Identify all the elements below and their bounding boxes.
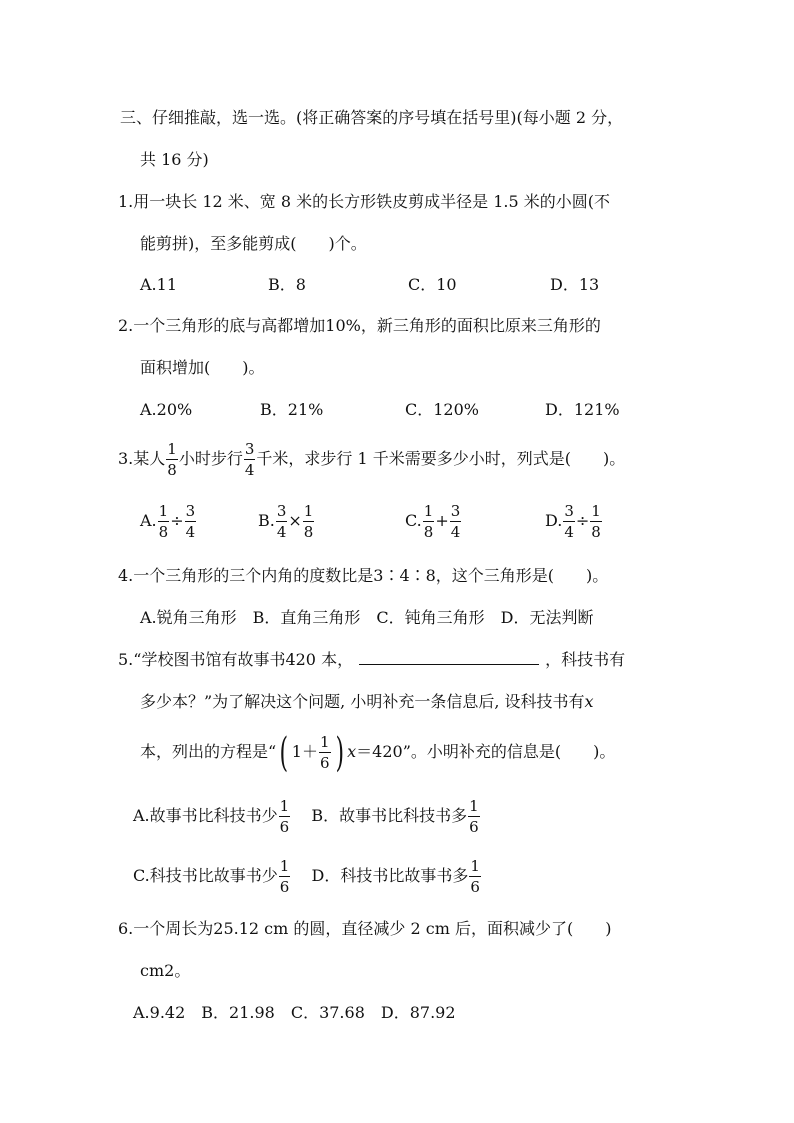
operator: + bbox=[435, 511, 449, 530]
frac-den: 6 bbox=[279, 877, 290, 896]
frac-num: 3 bbox=[276, 501, 287, 520]
q5-equation-line bbox=[140, 728, 615, 776]
q3-f1-num: 1 bbox=[167, 439, 177, 458]
frac-num: 1 bbox=[423, 501, 434, 520]
frac-num: 3 bbox=[185, 501, 196, 520]
q5-option-a: A.故事书比科技书少 bbox=[133, 806, 278, 825]
q6-options: A.9.42 B．21.98 C．37.68 D．87.92 bbox=[133, 1003, 456, 1022]
frac-num: 1 bbox=[319, 732, 330, 751]
q5-eq-one: 1＋ bbox=[291, 742, 318, 761]
q6-stem: 6.一个周长为25.12 cm 的圆，直径减少 2 cm 后，面积减少了( ) bbox=[118, 919, 612, 938]
q5-option-b: B．故事书比科技书多 bbox=[311, 806, 468, 825]
q3-option-d bbox=[545, 500, 603, 542]
frac-num: 1 bbox=[470, 856, 480, 875]
q6-stem-cont: cm2。 bbox=[140, 961, 191, 980]
frac-den: 4 bbox=[276, 522, 287, 541]
section-heading: 三、仔细推敲，选一选。(将正确答案的序号填在括号里)(每小题 2 分， bbox=[120, 108, 624, 127]
frac-den: 8 bbox=[423, 522, 434, 541]
frac-num: 1 bbox=[158, 501, 169, 520]
frac-num: 3 bbox=[450, 501, 461, 520]
frac-den: 6 bbox=[469, 817, 479, 836]
q3-stem bbox=[118, 438, 625, 480]
frac-num: 1 bbox=[469, 796, 479, 815]
q3-mid: 小时步行 bbox=[178, 449, 243, 468]
q3-f1-den: 8 bbox=[167, 460, 177, 479]
q5-eq-var: x bbox=[347, 742, 357, 761]
q2-option-d: D．121% bbox=[545, 400, 620, 419]
q3-option-a-frac1 bbox=[158, 501, 170, 541]
q5-answer-blank[interactable] bbox=[359, 650, 539, 665]
q3-option-c-frac2 bbox=[450, 501, 462, 541]
q3-f2-num: 3 bbox=[244, 439, 255, 458]
q1-option-d: D．13 bbox=[550, 275, 600, 294]
frac-den: 4 bbox=[564, 522, 574, 541]
q3-option-c-label: C. bbox=[405, 511, 422, 530]
q5-option-c: C.科技书比故事书少 bbox=[133, 866, 278, 885]
q5-eq-fraction bbox=[319, 732, 331, 772]
right-paren: ) bbox=[335, 729, 344, 776]
q1-option-a: A.11 bbox=[140, 275, 177, 294]
q5-options-row2 bbox=[133, 852, 482, 900]
q3-pre: 3.某人 bbox=[118, 449, 166, 468]
q5-eq-pre: 本，列出的方程是“ bbox=[140, 742, 277, 761]
operator: × bbox=[288, 511, 302, 530]
q2-option-c: C．120% bbox=[405, 400, 479, 419]
q1-option-b: B．8 bbox=[268, 275, 306, 294]
q2-stem-cont: 面积增加( )。 bbox=[140, 358, 265, 377]
q3-option-d-frac2 bbox=[590, 501, 602, 541]
q3-option-d-frac1 bbox=[563, 501, 575, 541]
q3-option-c-frac1 bbox=[423, 501, 435, 541]
q1-stem: 1.用一块长 12 米、宽 8 米的长方形铁皮剪成半径是 1.5 米的小圆(不 bbox=[118, 192, 611, 211]
frac-den: 6 bbox=[279, 817, 290, 836]
q5-option-a-frac bbox=[279, 796, 291, 836]
q3-option-a-label: A. bbox=[140, 511, 157, 530]
q3-option-a bbox=[140, 500, 197, 542]
q5-option-d-frac bbox=[469, 856, 481, 896]
q3-option-a-frac2 bbox=[185, 501, 197, 541]
q5-option-b-frac bbox=[468, 796, 480, 836]
q3-option-b bbox=[258, 500, 315, 542]
q3-option-b-frac1 bbox=[276, 501, 288, 541]
q3-fraction-time bbox=[166, 439, 178, 479]
q5-stem-b: ，科技书有 bbox=[545, 650, 626, 669]
operator: ÷ bbox=[575, 511, 590, 530]
q5-variable: x bbox=[584, 692, 594, 711]
q5-stem-cont bbox=[140, 692, 594, 712]
q5-stem-c: 多少本？”为了解决这个问题, 小明补充一条信息后, 设科技书有 bbox=[140, 692, 585, 711]
q5-stem bbox=[118, 650, 625, 670]
q5-option-d: D．科技书比故事书多 bbox=[311, 866, 469, 885]
frac-den: 8 bbox=[591, 522, 601, 541]
frac-den: 8 bbox=[303, 522, 314, 541]
frac-den: 4 bbox=[450, 522, 461, 541]
q4-stem: 4.一个三角形的三个内角的度数比是3∶4∶8，这个三角形是( )。 bbox=[118, 566, 609, 585]
q3-option-d-label: D. bbox=[545, 511, 563, 530]
q3-f2-den: 4 bbox=[244, 460, 255, 479]
left-paren: ( bbox=[279, 729, 289, 776]
q5-option-c-frac bbox=[279, 856, 291, 896]
q5-stem-a: 5.“学校图书馆有故事书420 本， bbox=[118, 650, 354, 669]
frac-den: 6 bbox=[470, 877, 480, 896]
q3-post: 千米，求步行 1 千米需要多少小时，列式是( )。 bbox=[256, 449, 626, 468]
q1-stem-cont: 能剪拼)，至多能剪成( )个。 bbox=[140, 234, 367, 253]
frac-num: 1 bbox=[279, 796, 290, 815]
q3-fraction-distance bbox=[244, 439, 256, 479]
q3-option-b-frac2 bbox=[303, 501, 315, 541]
q2-option-b: B．21% bbox=[260, 400, 324, 419]
q4-options: A.锐角三角形 B．直角三角形 C．钝角三角形 D．无法判断 bbox=[140, 608, 594, 627]
section-heading-cont: 共 16 分) bbox=[140, 150, 209, 169]
q5-options-row1 bbox=[133, 792, 481, 840]
q2-stem: 2.一个三角形的底与高都增加10%，新三角形的面积比原来三角形的 bbox=[118, 316, 601, 335]
frac-den: 8 bbox=[158, 522, 169, 541]
frac-num: 1 bbox=[591, 501, 601, 520]
q3-option-c bbox=[405, 500, 462, 542]
frac-num: 3 bbox=[564, 501, 574, 520]
q3-option-b-label: B. bbox=[258, 511, 275, 530]
frac-num: 1 bbox=[303, 501, 314, 520]
q1-option-c: C．10 bbox=[408, 275, 457, 294]
q2-option-a: A.20% bbox=[140, 400, 193, 419]
operator: ÷ bbox=[170, 511, 184, 530]
frac-num: 1 bbox=[279, 856, 290, 875]
frac-den: 4 bbox=[185, 522, 196, 541]
q5-eq-rest: ＝420”。小明补充的信息是( )。 bbox=[356, 742, 616, 761]
frac-den: 6 bbox=[319, 753, 330, 772]
